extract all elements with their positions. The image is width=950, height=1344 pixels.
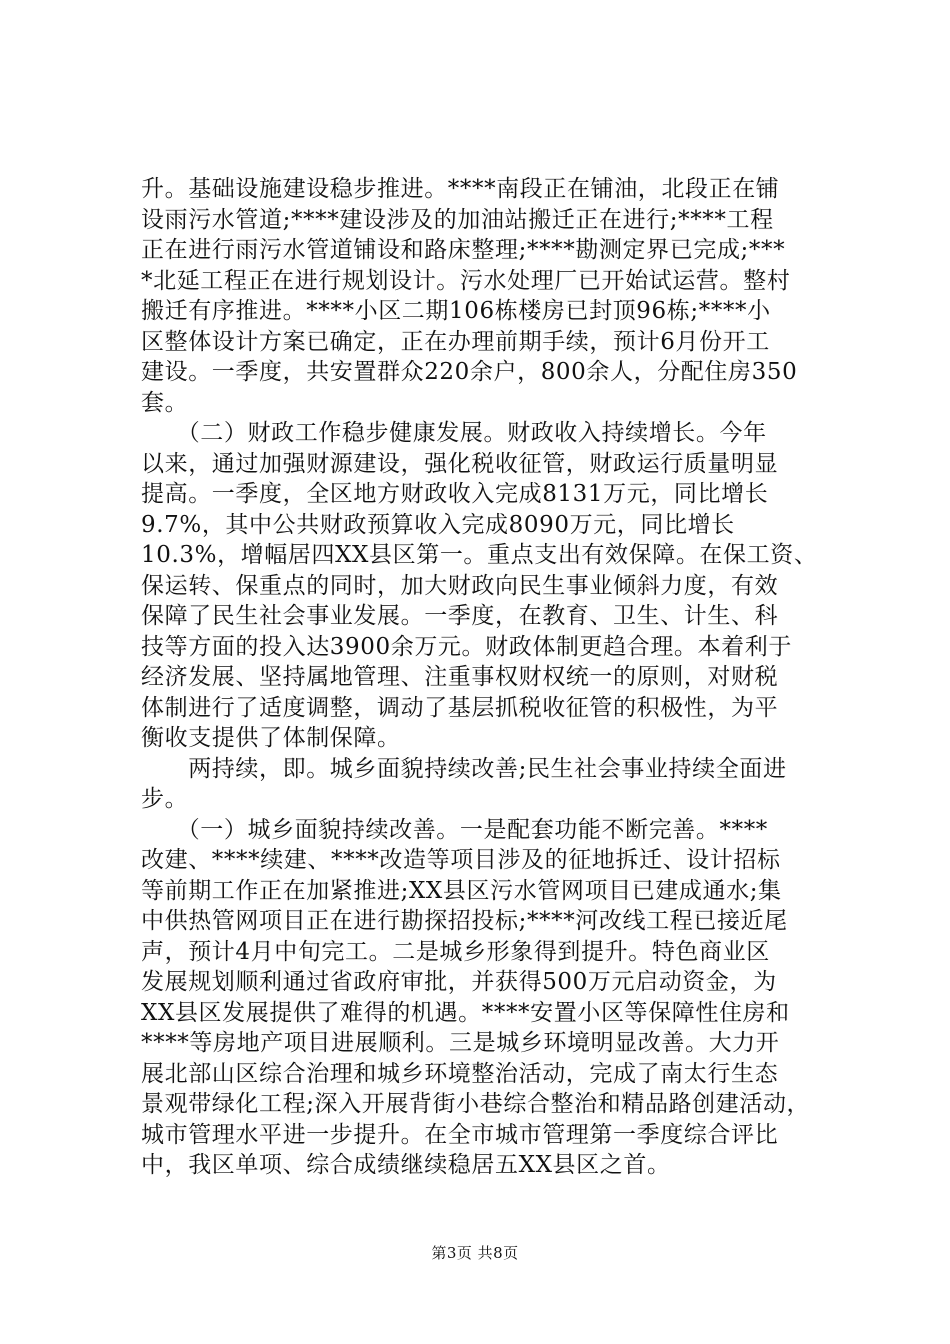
text-line: 提高。一季度，全区地方财政收入完成8131万元，同比增长 <box>141 481 769 507</box>
text-line: 衡收支提供了体制保障。 <box>141 725 401 751</box>
text-line: 10.3%，增幅居四XX县区第一。重点支出有效保障。在保工资、 <box>141 542 818 568</box>
text-line: 城市管理水平进一步提升。在全市城市管理第一季度综合评比 <box>141 1121 779 1148</box>
text-line: 区整体设计方案已确定，正在办理前期手续，预计6月份开工 <box>141 328 770 355</box>
text-line: 中供热管网项目正在进行勘探招投标;****河改线工程已接近尾 <box>141 908 788 934</box>
text-line: *北延工程正在进行规划设计。污水处理厂已开始试运营。整村 <box>141 267 791 294</box>
text-line: 改建、****续建、****改造等项目涉及的征地拆迁、设计招标 <box>141 847 781 873</box>
text-line: 发展规划顺利通过省政府审批，并获得500万元启动资金，为 <box>141 969 777 995</box>
page-footer: 第3页 共8页 <box>431 1244 519 1262</box>
text-line: 景观带绿化工程;深入开展背街小巷综合整治和精品路创建活动， <box>141 1091 811 1117</box>
text-line: 等前期工作正在加紧推进;XX县区污水管网项目已建成通水;集 <box>141 877 782 904</box>
text-line: 正在进行雨污水管道铺设和路床整理;****勘测定界已完成;*** <box>141 237 786 263</box>
text-line: 升。基础设施建设稳步推进。****南段正在铺油，北段正在铺 <box>141 176 780 202</box>
text-line: （二）财政工作稳步健康发展。财政收入持续增长。今年 <box>141 420 767 446</box>
text-line: 中，我区单项、综合成绩继续稳居五XX县区之首。 <box>141 1152 671 1178</box>
text-line: 9.7%，其中公共财政预算收入完成8090万元，同比增长 <box>141 511 735 538</box>
text-line: 两持续，即。城乡面貌持续改善;民生社会事业持续全面进 <box>141 755 787 782</box>
text-line: 建设。一季度，共安置群众220余户，800余人，分配住房350 <box>141 359 798 385</box>
text-line: 声，预计4月中旬完工。二是城乡形象得到提升。特色商业区 <box>141 938 770 965</box>
text-line: 搬迁有序推进。****小区二期106栋楼房已封顶96栋;****小 <box>141 298 771 324</box>
text-line: 技等方面的投入达3900余万元。财政体制更趋合理。本着利于 <box>141 633 792 660</box>
text-line: 保障了民生社会事业发展。一季度，在教育、卫生、计生、科 <box>141 603 779 629</box>
text-line: 设雨污水管道;****建设涉及的加油站搬迁正在进行;****工程 <box>141 206 774 233</box>
text-line: 以来，通过加强财源建设，强化税收征管，财政运行质量明显 <box>141 450 779 477</box>
text-line: 套。 <box>141 389 189 416</box>
text-line: 体制进行了适度调整，调动了基层抓税收征管的积极性，为平 <box>141 694 779 721</box>
body-text <box>141 174 831 1181</box>
text-line: 展北部山区综合治理和城乡环境整治活动，完成了南太行生态 <box>141 1060 779 1087</box>
text-line: ****等房地产项目进展顺利。三是城乡环境明显改善。大力开 <box>141 1030 780 1056</box>
text-line: （一）城乡面貌持续改善。一是配套功能不断完善。**** <box>141 816 768 843</box>
text-line: XX县区发展提供了难得的机遇。****安置小区等保障性住房和 <box>141 999 790 1026</box>
text-line: 经济发展、坚持属地管理、注重事权财权统一的原则，对财税 <box>141 664 779 690</box>
text-line: 保运转、保重点的同时，加大财政向民生事业倾斜力度，有效 <box>141 572 779 599</box>
text-line: 步。 <box>141 786 189 812</box>
